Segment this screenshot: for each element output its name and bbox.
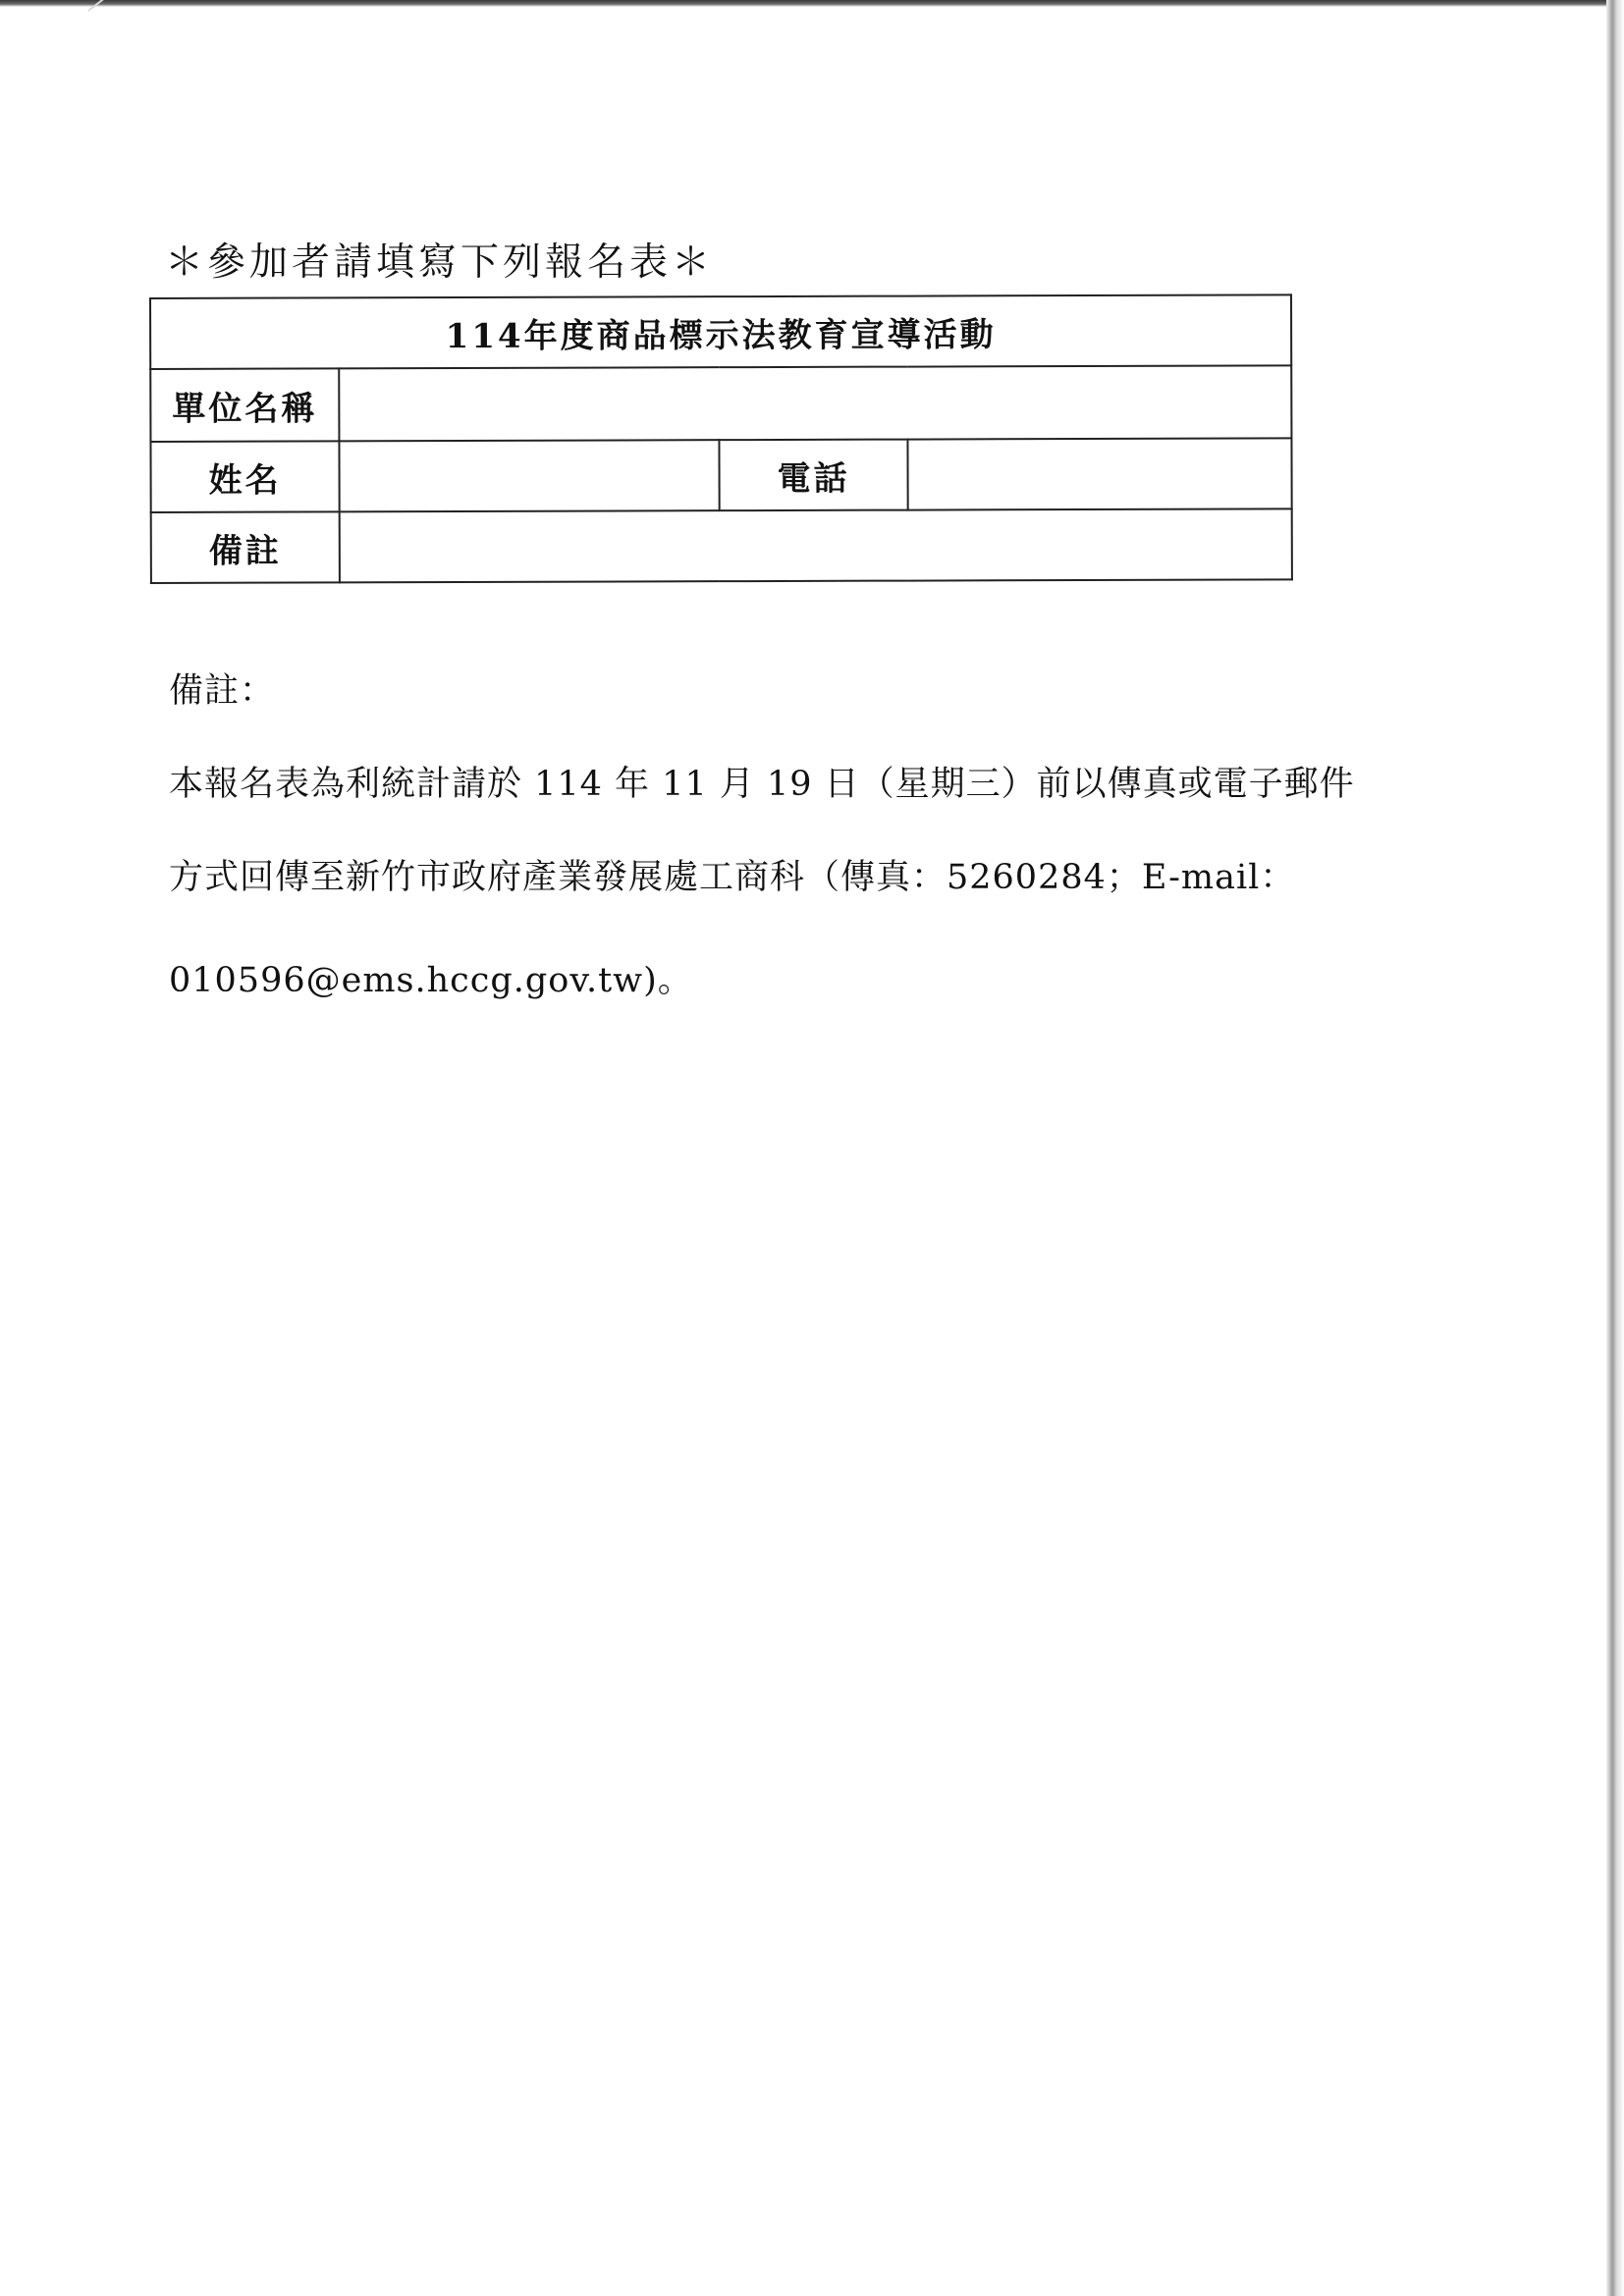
notes-line-3: 010596@ems.hccg.gov.tw)。: [169, 961, 693, 1000]
remark-field[interactable]: [340, 508, 1292, 582]
remark-row: [151, 508, 1292, 583]
notes-label: 備註：: [169, 671, 276, 711]
phone-field[interactable]: [907, 438, 1291, 509]
scan-edge-right: [1606, 0, 1624, 2296]
phone-label: 電話: [719, 440, 907, 511]
page-heading: ＊參加者請填寫下列報名表＊: [165, 240, 715, 285]
name-field[interactable]: [339, 440, 719, 511]
remark-label: 備註: [151, 511, 340, 583]
notes-line-1: 本報名表為利統計請於 114 年 11 月 19 日（星期三）前以傳真或電子郵件: [169, 765, 1355, 804]
org-row: [150, 365, 1291, 442]
form-title: 114年度商品標示法教育宣導活動: [150, 294, 1291, 369]
form-title-row: [150, 294, 1291, 369]
name-label: 姓名: [150, 441, 339, 512]
org-field[interactable]: [339, 365, 1291, 441]
name-row: [150, 438, 1291, 512]
org-label: 單位名稱: [150, 368, 339, 442]
registration-form-table: [149, 294, 1293, 584]
scan-edge-top: [0, 0, 1624, 7]
notes-line-2: 方式回傳至新竹市政府產業發展處工商科（傳真：5260284；E-mail：: [169, 858, 1296, 897]
